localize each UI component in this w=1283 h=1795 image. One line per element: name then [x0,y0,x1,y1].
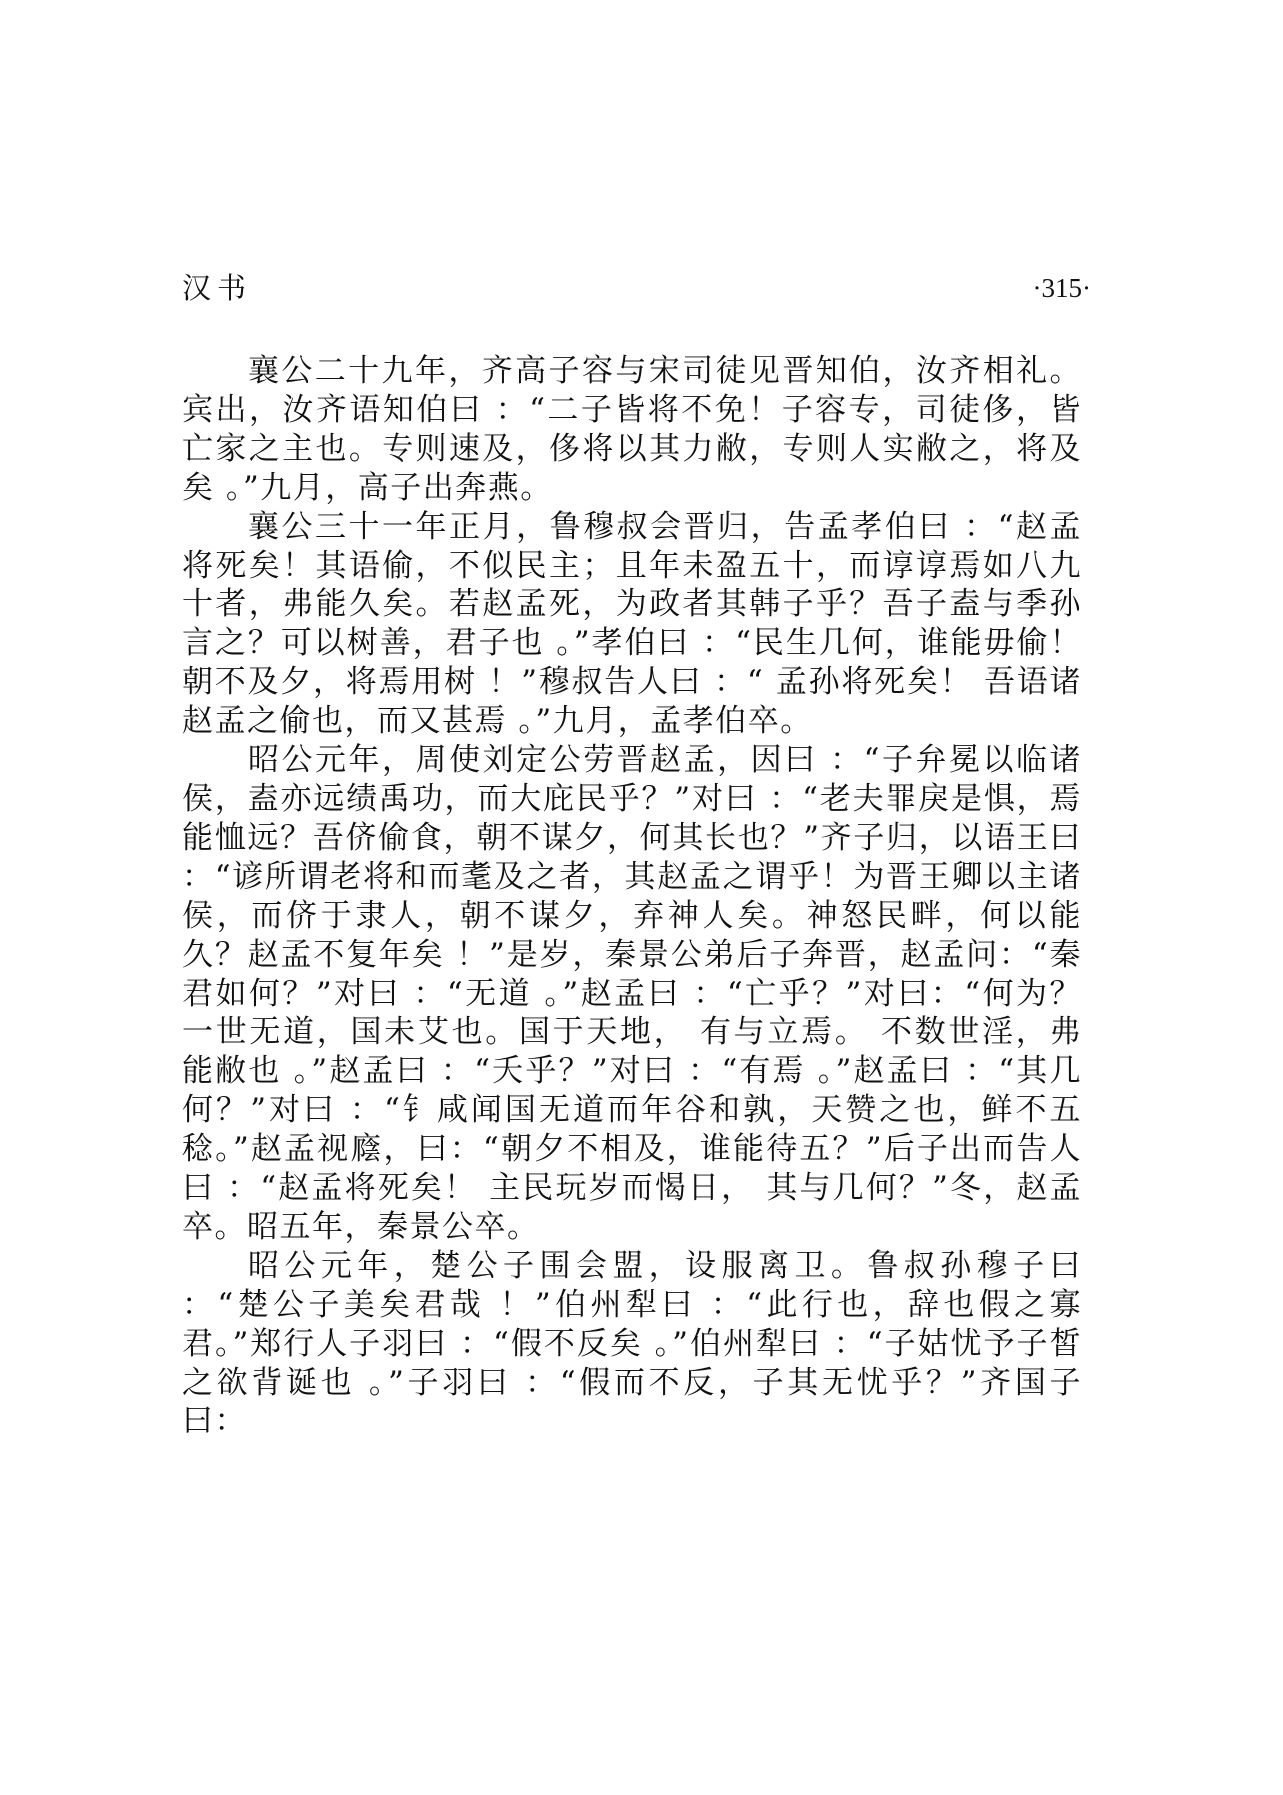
paragraph-1: 襄公二十九年，齐高子容与宋司徒见晋知伯，汝齐相礼。宾出，汝齐语知伯曰 ：“二子皆将不免！子容专，司徒侈，皆亡家之主也。专则速及，侈将以其力敝，专则人实敝之，将及矣 。”九月，高子出奔燕。 [182,353,1082,506]
paragraph-4: 昭公元年，楚公子围会盟，设服离卫。鲁叔孙穆子曰 ：“楚公子美矣君哉 ！”伯州犁曰 ：“此行也，辞也假之寡君。”郑行人子羽曰 ：“假不反矣 。”伯州犁曰 ：“子姑忧予子皙之欲背诞也 。”子羽曰 ：“假而不反，子其无忧乎？”齐国子曰： [182,1247,1083,1440]
paragraph-2: 襄公三十一年正月，鲁穆叔会晋归，告孟孝伯曰 ：“赵孟将死矣！其语偷，不似民主；且年未盈五十，而谆谆焉如八九十者，弗能久矣。若赵孟死，为政者其韩子乎？吾子盍与季孙言之？可以树善，君子也 。”孝伯曰 ：“民生几何，谁能毋偷！朝不及夕，将焉用树 ！”穆叔告人曰 ：“ 孟孙将死矣！ 吾语诸赵孟之偷也，而又甚焉 。”九月，孟孝伯卒。 [182,508,1082,740]
page-number: ·315· [1032,273,1091,303]
body-text [182,352,1082,1441]
page-header [182,268,1091,308]
paragraph-3: 昭公元年，周使刘定公劳晋赵孟，因曰 ：“子弁冕以临诸侯，盍亦远绩禹功，而大庇民乎？”对曰 ：“老夫罪戾是惧，焉能恤远？吾侪偷食，朝不谋夕，何其长也？”齐子归，以语王曰 ：“谚所谓老将和而耄及之者，其赵孟之谓乎！为晋王卿以主诸侯，而侪于隶人，朝不谋夕，弃神人矣。神怒民畔，何以能久？赵孟不复年矣 ！”是岁，秦景公弟后子奔晋，赵孟问：“秦君如何？”对曰 ：“无道 。”赵孟曰 ：“亡乎？”对曰：“何为？一世无道，国未艾也。国于天地， 有与立焉。 不数世淫，弗能敝也 。”赵孟曰 ：“夭乎？”对曰 ：“有焉 。”赵孟曰 ：“其几何？”对曰 ：“钅咸闻国无道而年谷和孰，天赞之也，鲜不五稔。”赵孟视廕，曰：“朝夕不相及，谁能待五？”后子出而告人曰 ：“赵孟将死矣！ 主民玩岁而愒日， 其与几何？”冬，赵孟卒。昭五年，秦景公卒。 [182,742,1082,1245]
book-title: 汉书 [182,271,253,305]
